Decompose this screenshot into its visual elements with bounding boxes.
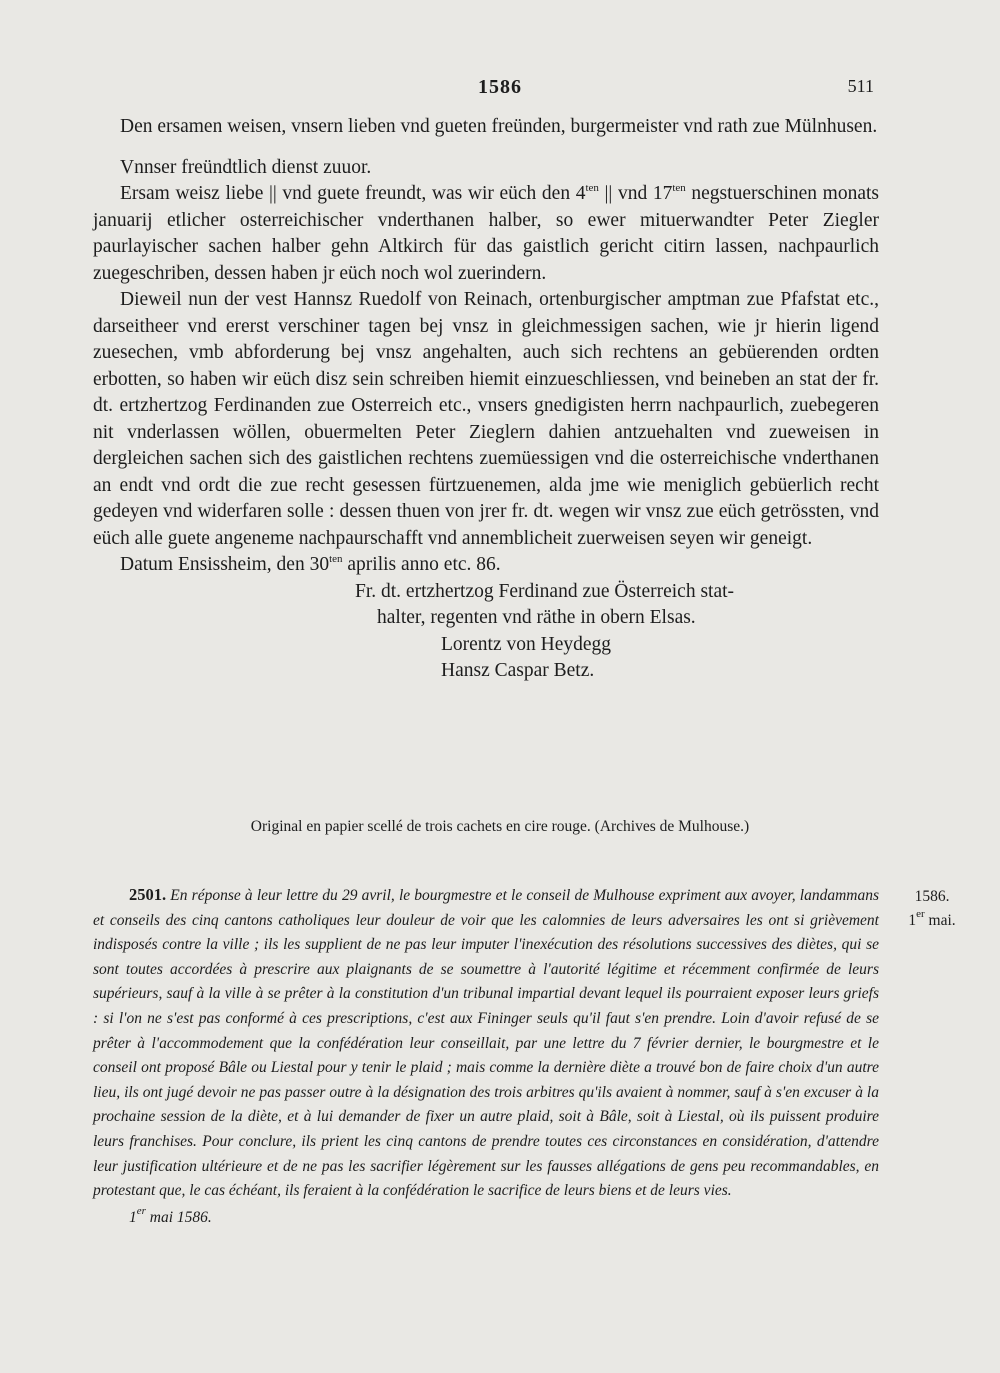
entry-summary: [93, 883, 879, 1204]
letter-greeting: Vnnser freündtlich dienst zuuor.: [120, 156, 372, 178]
signature-line-1: Fr. dt. ertzhertzog Ferdinand zue Österreich stat-: [355, 580, 735, 602]
signature-block: [355, 579, 879, 685]
letter-body: [93, 114, 879, 685]
letter-address: Den ersamen weisen, vnsern lieben vnd gueten freünden, burgermeister vnd rath zue Mülnhusen.: [120, 116, 878, 137]
entry-date: 1er mai 1586.: [129, 1204, 212, 1226]
letter-paragraph-2: Dieweil nun der vest Hannsz Ruedolf von Reinach, ortenburgischer amptman zue Pfafstat etc., darseitheer vnd ererst verschiner tagen bej vnsz in gleichmessigen sachen, wie jr hierin ligend zuesechen, vmb abforderung bej vnsz angehalten, auch sich rechtens an gebüerenden ordten erbotten, so haben wir eüch disz sein schreiben hiemit einzueschliessen, vnd beineben an stat der fr. dt. ertzhertzog Ferdinanden zue Osterreich etc., vnsers gnedigisten herrn nachpaurlich, zuebegeren nit vnderlassen wöllen, obuermelten Peter Zieglern dahien antzuehalten vnd zueweisen in dergleichen sachen sich des gaistlichen rechtens zuemüessigen vnd die osterreichische vnderthanen an endt vnd ordt die zue recht gesessen fürtzuenemen, alda jme wie meniglich gebüerlich recht gedeyen vnd widerfaren solle : dessen thuen von jrer fr. dt. wegen wir vnsz zue eüch getrössten, vnd eüch alle guete angeneme nachpaurschafft vnd annemblicheit zuerweisen seyen wir geneigt.: [93, 289, 879, 549]
margin-year: 1586.: [914, 888, 950, 905]
document-entry: [93, 883, 879, 1230]
signature-line-2: halter, regenten vnd räthe in obern Elsas.: [377, 607, 696, 628]
margin-date-note: [892, 885, 972, 933]
margin-day: 1er mai.: [908, 908, 956, 929]
archival-note: Original en papier scellé de trois cachets en cire rouge. (Archives de Mulhouse.): [250, 818, 750, 835]
entry-text: En réponse à leur lettre du 29 avril, le bourgmestre et le conseil de Mulhouse expriment aux avoyer, landammans et conseils des cinq cantons catholiques leur douleur de voir que les calomnies de leurs adversaires les ont si grièvement indisposés contre la ville ; ils les supplient de ne pas leur imputer l'inexécution des résolutions successives des diètes, qui se sont toutes accordées à prescrire aux plaignants de se soumettre à l'autorité légitime et récemment confirmée de leurs supérieurs, sauf à la ville à se prêter à la constitution d'un tribunal impartial devant lequel ils pourraient exposer leurs griefs : si l'on ne s'est pas conformé à ces prescriptions, c'est aux Fininger seuls qu'il faut s'en prendre. Loin d'avoir refusé de se prêter à l'accommodement que la confédération leur conseillait, par une lettre du 7 février dernier, le bourgmestre et le conseil ont proposé Bâle ou Liestal pour y tenir le plaid ; mais comme la dernière diète a trouvé bon de faire choix d'un autre lieu, ils ont jugé devoir ne pas passer outre à la désignation des trois arbitres qu'ils avaient à nommer, sauf à s'en excuser à la prochaine session de la diète, et à lui demander de fixer un autre plaid, soit à Bâle, soit à Liestal, où ils puissent produire leurs franchises. Pour conclure, ils prient les cinq cantons de prendre toutes ces circonstances en considération, d'attendre leur justification ultérieure et de ne pas les sacrifier légèrement sur les fausses allégations de gens peu recommandables, en protestant que, le cas échéant, ils feraient à la confédération le sacrifice de leurs biens et de leurs vies.: [93, 887, 879, 1200]
entry-number: 2501.: [129, 885, 167, 904]
signature-name-2: Hansz Caspar Betz.: [441, 660, 595, 681]
running-header-year: 1586: [478, 76, 522, 98]
page-number: 511: [847, 76, 874, 96]
letter-paragraph-1: Ersam weisz liebe || vnd guete freundt, was wir eüch den $4^{ten}$ || vnd $17^{ten}$ negstuerschinen monats januarij etlicher osterreichischer vnderthanen halber, so ewer mituerwandter Peter Ziegler paurlayischer sachen halber gehn Altkirch für das gaistlich gericht citirn lassen, nachpaurlich zuegeschriben, dessen haben jr eüch noch wol zuerindern.: [93, 182, 879, 284]
signature-name-1: Lorentz von Heydegg: [441, 633, 612, 655]
letter-date: Datum Ensissheim, den $30^{ten}$ aprilis anno etc. 86.: [120, 553, 501, 575]
